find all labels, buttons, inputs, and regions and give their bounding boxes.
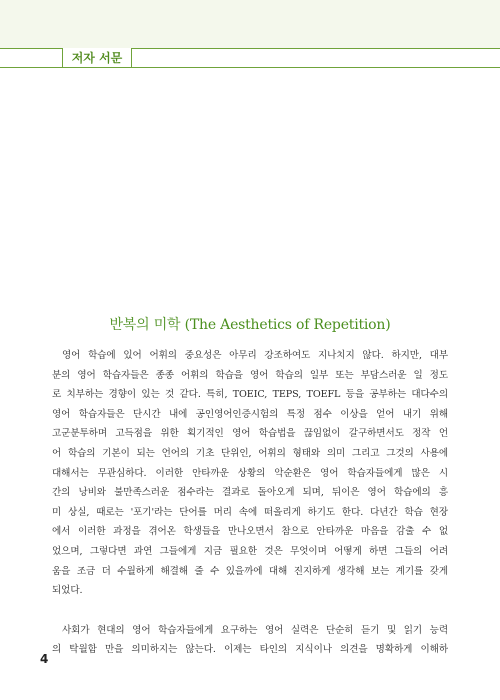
page-number: 4 [40,652,49,666]
text-line: 영어 학습에 있어 어휘의 중요성은 아무리 강조하여도 지나치지 않다. 하지만, 대부 [62,350,448,361]
header-rule-bottom [0,67,500,68]
text-line: 사회가 현대의 영어 학습자들에게 요구하는 영어 실력은 단순히 듣기 및 읽기 능력 [62,624,448,636]
text-line: 로 치부하는 경향이 있는 것 같다. 특히, TOEIC, TEPS, TOEFL 등을 공부하는 대다수의 [52,389,448,401]
text-line: 었으며, 그렇다면 과연 그들에게 지금 필요한 것은 무엇이며 어떻게 하면 그들의 어려 [52,545,448,557]
body-text [52,346,448,660]
text-line: 고군분투하며 고득점을 위한 획기적인 영어 학습법을 끊임없이 갈구하면서도 정작 언 [52,428,448,440]
text-line: 되었다. [52,585,83,597]
text-line: 움을 조금 더 수월하게 해결해 줄 수 있을까에 대해 진지하게 생각해 보는 계기를 갖게 [52,565,448,577]
text-line: 에서 이러한 과정을 겪어온 학생들을 만나오면서 참으로 안타까운 마음을 감출 수 없 [52,526,448,538]
header-band [0,0,500,48]
section-label: 저자 서문 [62,48,132,67]
text-line: 미 상실, 때로는 '포기'라는 단어를 머리 속에 떠올리게 하기도 한다. 다년간 학습 현장 [52,506,448,518]
paragraph-1 [52,346,448,601]
text-line: 영어 학습자들은 단시간 내에 공인영어인증시험의 특정 점수 이상을 얻어 내기 위해 [52,408,448,420]
paragraph-2 [52,621,448,660]
text-line: 간의 낭비와 불만족스러운 점수라는 결과로 돌아오게 되며, 뒤이은 영어 학습에의 흥 [52,487,448,499]
page-title: 반복의 미학 (The Aesthetics of Repetition) [109,317,391,333]
text-line: 어 학습의 기본이 되는 언어의 기초 단위인, 어휘의 형태와 의미 그리고 그것의 사용에 [52,447,448,459]
text-line: 대해서는 무관심하다. 이러한 안타까운 상황의 악순환은 영어 학습자들에게 많은 시 [52,467,448,479]
text-line: 의 탁월함 만을 의미하지는 않는다. 이제는 타인의 지식이나 의견을 명확하게 이해하 [52,644,448,656]
paragraph-gap [52,601,448,621]
text-line: 분의 영어 학습자들은 종종 어휘의 학습을 영어 학습의 일부 또는 부담스러운 일 정도 [52,369,448,381]
